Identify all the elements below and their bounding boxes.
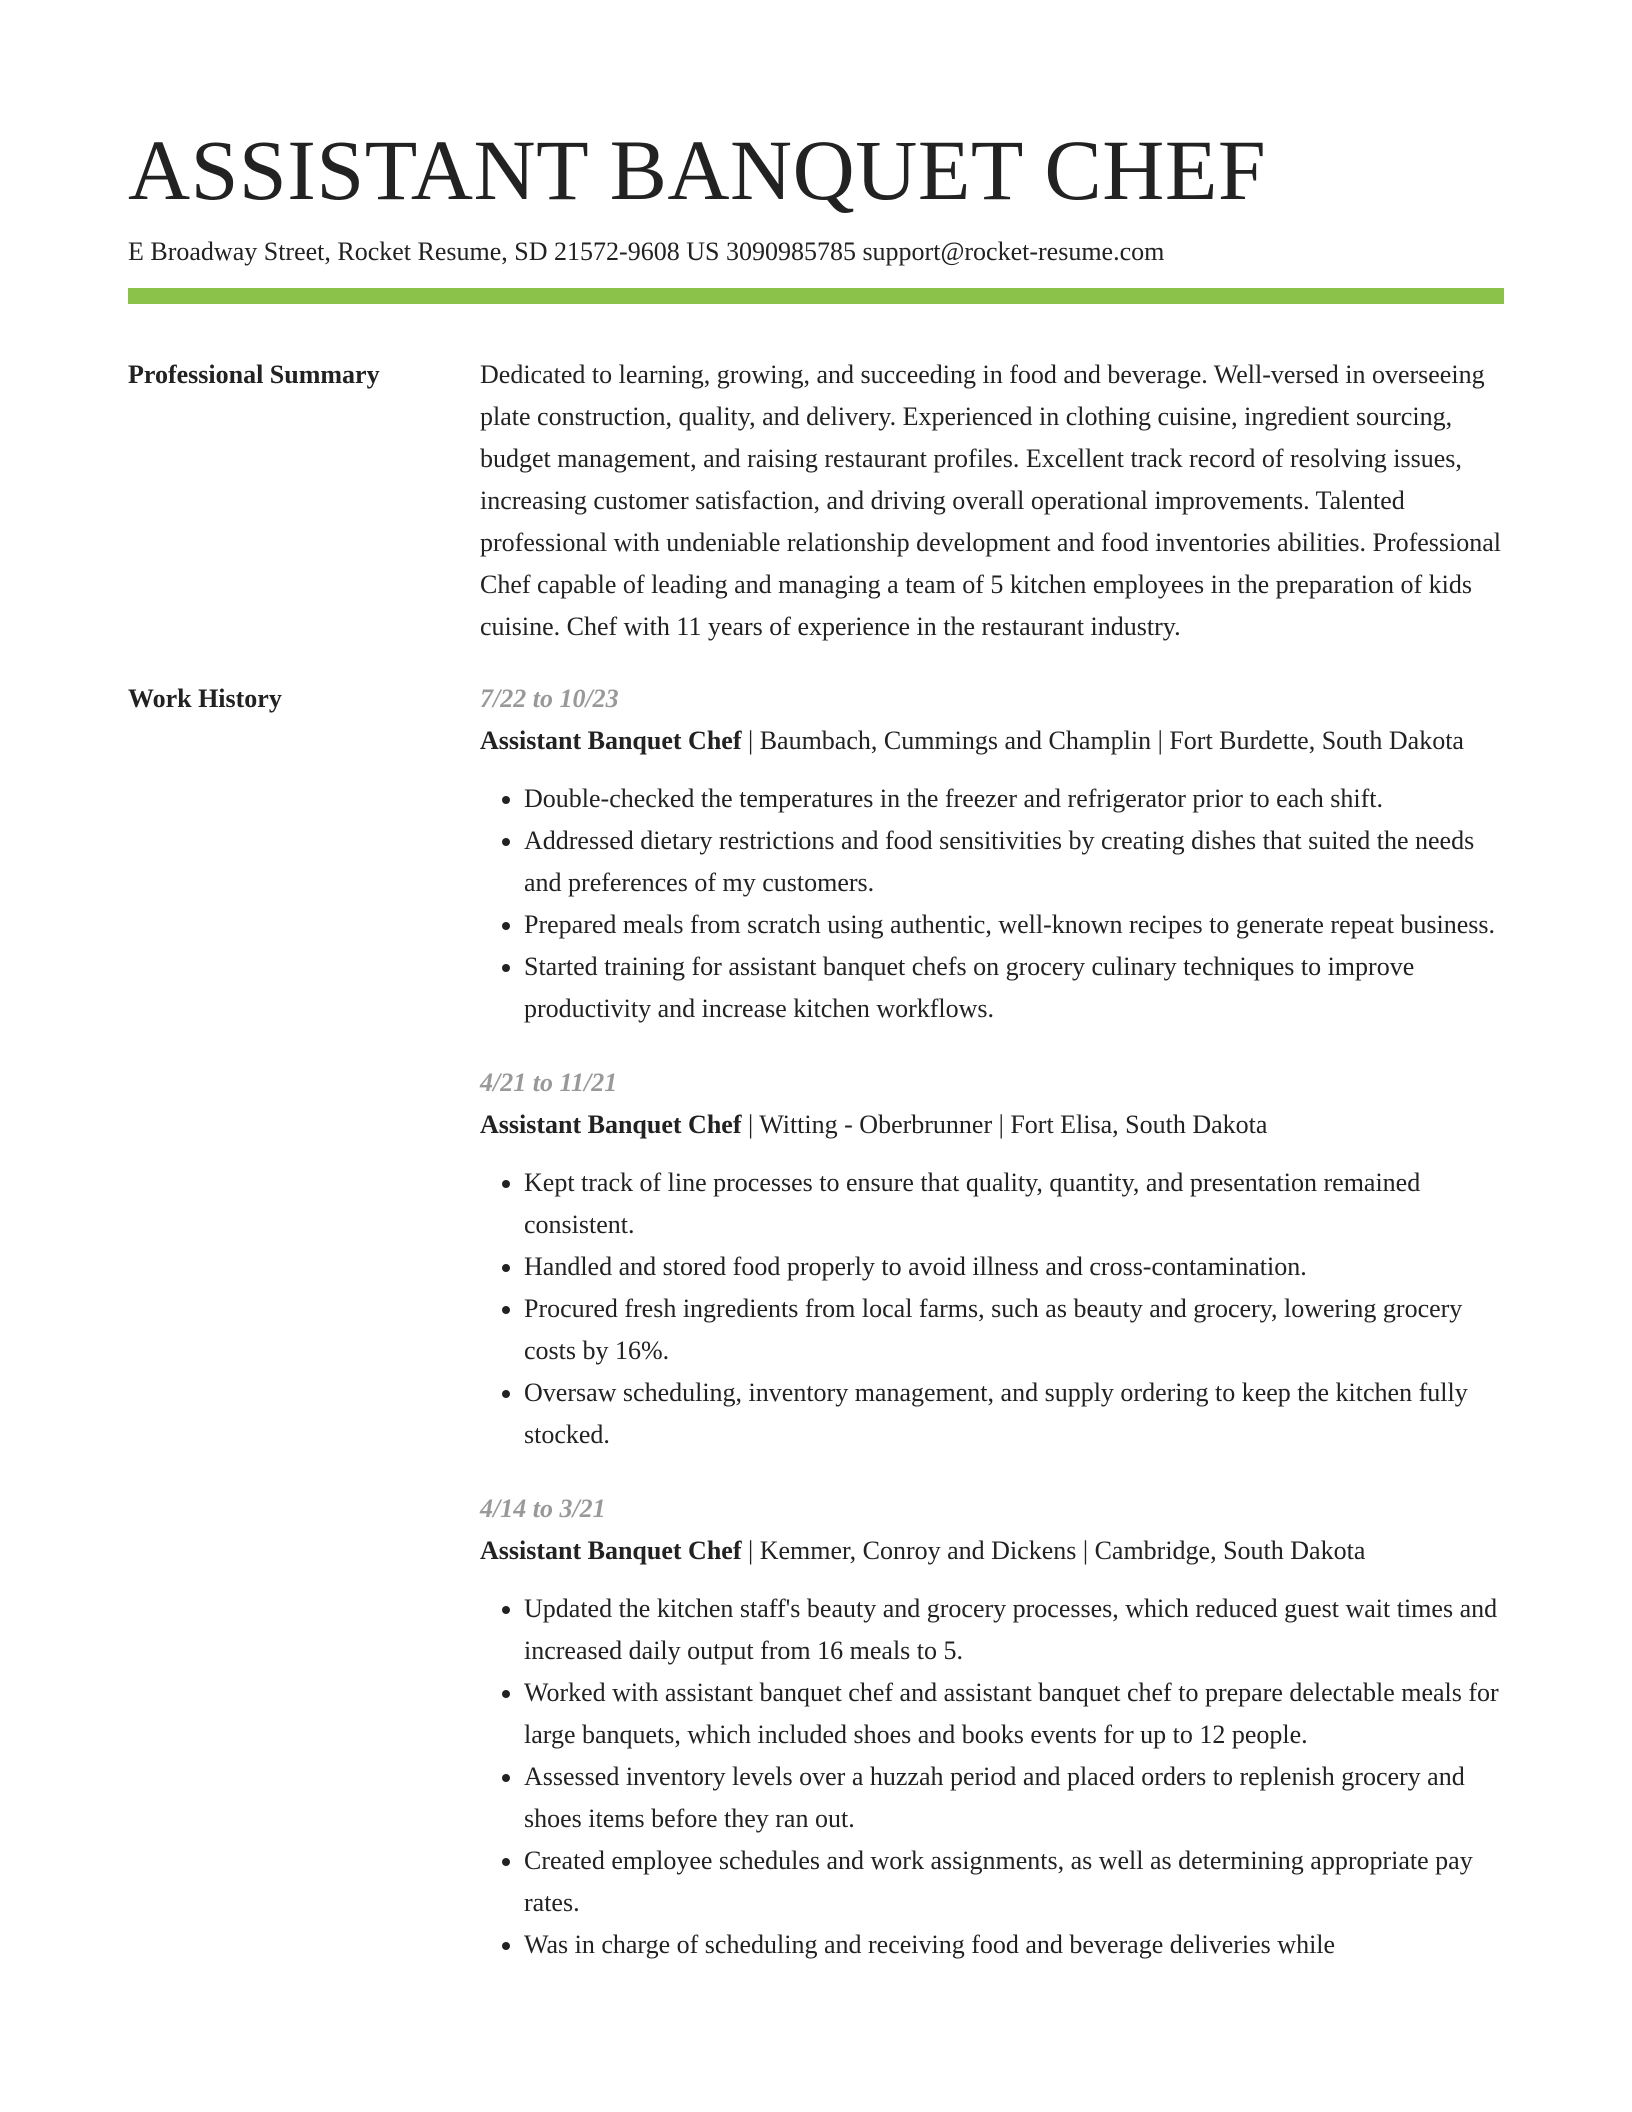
contact-phone: 3090985785 xyxy=(725,237,856,266)
contact-line xyxy=(128,234,1504,270)
job-bullets xyxy=(480,1588,1504,1966)
job-bullet: • Assessed inventory levels over a huzzah period and placed orders to replenish grocery and shoes items before they ran out. xyxy=(524,1756,1504,1840)
job-bullet: • Double-checked the temperatures in the freezer and refrigerator prior to each shift. xyxy=(524,778,1504,820)
job-details: | Baumbach, Cummings and Champlin | Fort Burdette, South Dakota xyxy=(741,726,1464,755)
job-dates: 7/22 to 10/23 xyxy=(480,684,619,713)
work-history-section xyxy=(128,678,1504,1966)
job-title: Assistant Banquet Chef xyxy=(480,1536,742,1565)
contact-address: E Broadway Street, Rocket Resume, SD 21572-9608 US xyxy=(128,237,720,266)
job-bullets xyxy=(480,778,1504,1030)
contact-email: support@rocket-resume.com xyxy=(862,237,1165,266)
job-entry xyxy=(480,678,1504,1030)
job-bullet: • Addressed dietary restrictions and food sensitivities by creating dishes that suited the needs and preferences of my customers. xyxy=(524,820,1504,904)
work-history-body xyxy=(480,678,1504,1966)
job-bullet: • Created employee schedules and work assignments, as well as determining appropriate pay rates. xyxy=(524,1840,1504,1924)
job-entry xyxy=(480,1488,1504,1966)
job-bullet: • Started training for assistant banquet chefs on grocery culinary techniques to improve productivity and increase kitchen workflows. xyxy=(524,946,1504,1030)
job-bullets xyxy=(480,1162,1504,1456)
job-details: | Kemmer, Conroy and Dickens | Cambridge, South Dakota xyxy=(741,1536,1366,1565)
resume-page xyxy=(128,118,1504,1966)
job-bullet: • Updated the kitchen staff's beauty and grocery processes, which reduced guest wait times and increased daily output from 16 meals to 5. xyxy=(524,1588,1504,1672)
job-title: Assistant Banquet Chef xyxy=(480,1110,742,1139)
section-title-work: Work History xyxy=(128,684,282,713)
section-title-summary: Professional Summary xyxy=(128,360,380,389)
job-bullet: • Handled and stored food properly to avoid illness and cross-contamination. xyxy=(524,1246,1504,1288)
job-entry xyxy=(480,1062,1504,1456)
professional-summary-section xyxy=(128,354,1504,648)
job-heading xyxy=(480,1530,1504,1572)
job-bullet: • Was in charge of scheduling and receiving food and beverage deliveries while xyxy=(524,1924,1504,1966)
summary-body xyxy=(480,354,1504,648)
job-heading xyxy=(480,720,1504,762)
header-divider xyxy=(128,288,1504,304)
job-bullet: • Worked with assistant banquet chef and assistant banquet chef to prepare delectable meals for large banquets, which included shoes and books events for up to 12 people. xyxy=(524,1672,1504,1756)
job-dates: 4/14 to 3/21 xyxy=(480,1494,606,1523)
job-details: | Witting - Oberbrunner | Fort Elisa, South Dakota xyxy=(741,1110,1268,1139)
job-bullet: • Procured fresh ingredients from local farms, such as beauty and grocery, lowering grocery costs by 16%. xyxy=(524,1288,1504,1372)
candidate-name: ASSISTANT BANQUET CHEF xyxy=(128,122,1267,218)
job-dates: 4/21 to 11/21 xyxy=(480,1068,618,1097)
job-heading xyxy=(480,1104,1504,1146)
job-bullet: • Prepared meals from scratch using authentic, well-known recipes to generate repeat business. xyxy=(524,904,1504,946)
job-bullet: • Oversaw scheduling, inventory management, and supply ordering to keep the kitchen fully stocked. xyxy=(524,1372,1504,1456)
summary-text: Dedicated to learning, growing, and succeeding in food and beverage. Well-versed in overseeing plate construction, quality, and delivery. Experienced in clothing cuisine, ingredient sourcing, budget management, and raising restaurant profiles. Excellent track record of resolving issues, increasing customer satisfaction, and driving overall operational improvements. Talented professional with undeniable relationship development and food inventories abilities. Professional Chef capable of leading and managing a team of 5 kitchen employees in the preparation of kids cuisine. Chef with 11 years of experience in the restaurant industry. xyxy=(480,360,1501,641)
job-title: Assistant Banquet Chef xyxy=(480,726,742,755)
job-bullet: • Kept track of line processes to ensure that quality, quantity, and presentation remained consistent. xyxy=(524,1162,1504,1246)
